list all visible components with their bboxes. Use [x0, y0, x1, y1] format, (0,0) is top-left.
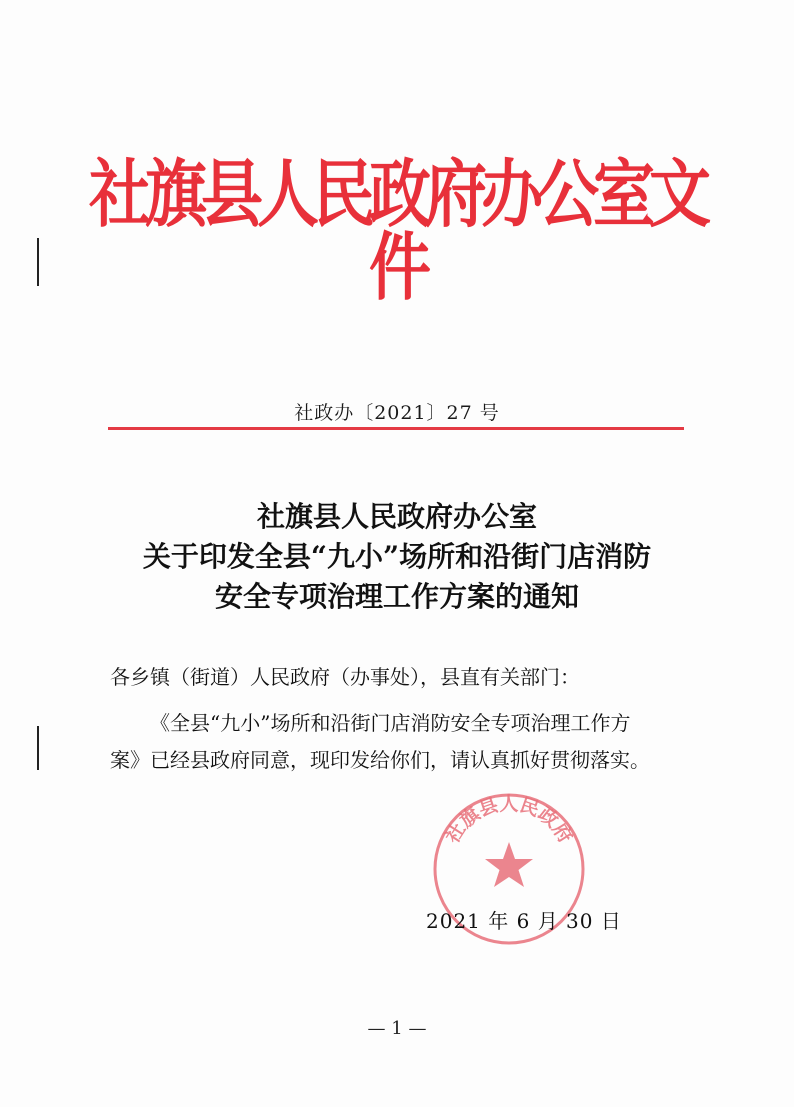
document-title [0, 497, 794, 617]
body-paragraph-line-2: 案》已经县政府同意，现印发给你们，请认真抓好贯彻落实。 [110, 748, 650, 772]
document-number: 社政办〔2021〕27 号 [294, 402, 500, 424]
svg-text:社旗县人民政府 [440, 793, 577, 848]
body-paragraph-line-1: 《全县“九小”场所和沿街门店消防安全专项治理工作方 [150, 711, 631, 735]
star-icon [485, 842, 533, 887]
red-masthead-title: 社旗县人民政府办公室文件 [88, 150, 705, 311]
binding-mark-top [37, 238, 39, 286]
salutation: 各乡镇（街道）人民政府（办事处），县直有关部门： [110, 665, 580, 689]
red-separator-line [108, 427, 684, 430]
title-line-3: 安全专项治理工作方案的通知 [214, 580, 579, 613]
page-number: — 1 — [367, 1018, 427, 1039]
binding-mark-middle [37, 726, 39, 770]
issue-date: 2021 年 6 月 30 日 [426, 909, 622, 933]
title-line-1: 社旗县人民政府办公室 [256, 500, 537, 533]
title-line-2: 关于印发全县“九小”场所和沿街门店消防 [142, 540, 652, 573]
seal-text: 社旗县人民政府 [441, 793, 577, 848]
